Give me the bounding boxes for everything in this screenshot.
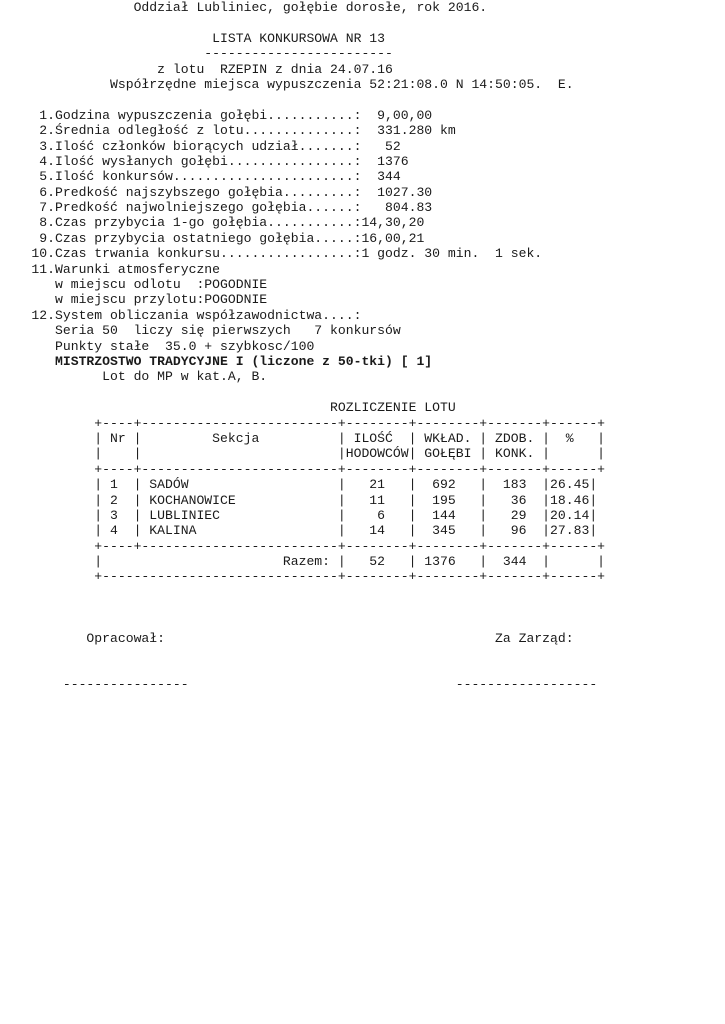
document-line: 11.Warunki atmosferyczne — [0, 261, 221, 277]
document-line: 6.Predkość najszybszego gołębia.........: 1027.30 — [0, 184, 433, 200]
document-line: ------------------------ — [0, 46, 393, 62]
document-line — [0, 662, 605, 677]
document-line: z lotu RZEPIN z dnia 24.07.16 — [0, 61, 393, 77]
document-line: +----+-------------------------+--------+--------+-------+------+ — [0, 415, 606, 431]
document-line: w miejscu odlotu :POGODNIE — [0, 277, 268, 293]
document-line: 5.Ilość konkursów.......................: 344 — [0, 169, 401, 185]
document-line: Współrzędne miejsca wypuszczenia 52:21:08.0 N 14:50:05. E. — [0, 76, 574, 92]
document-line — [0, 585, 605, 600]
document-line: +----+-------------------------+--------+--------+-------+------+ — [0, 461, 606, 477]
document-line: | Nr | Sekcja | ILOŚĆ | WKŁAD. | ZDOB. | % | — [0, 430, 606, 446]
document-line — [0, 15, 605, 30]
document-line: Lot do MP w kat.A, B. — [0, 369, 268, 385]
document-line — [0, 385, 605, 400]
document-line — [0, 92, 605, 107]
document-line — [0, 646, 605, 661]
document-line: ---------------- ------------------ — [0, 677, 598, 693]
document-line: 12.System obliczania współzawodnictwa....: — [0, 307, 362, 323]
document-line: | 4 | KALINA | 14 | 345 | 96 |27.83| — [0, 523, 598, 539]
document-line: | Razem: | 52 | 1376 | 344 | | — [0, 554, 606, 570]
document-line: +------------------------------+--------+--------+-------+------+ — [0, 569, 606, 585]
document-line: | 2 | KOCHANOWICE | 11 | 195 | 36 |18.46| — [0, 492, 598, 508]
document-line: Punkty stałe 35.0 + szybkosc/100 — [0, 338, 315, 354]
document-line: 9.Czas przybycia ostatniego gołębia.....:16,00,21 — [0, 230, 425, 246]
document-line: ROZLICZENIE LOTU — [0, 400, 456, 416]
document-line: 4.Ilość wysłanych gołębi................: 1376 — [0, 153, 409, 169]
document-line: Seria 50 liczy się pierwszych 7 konkursów — [0, 323, 401, 339]
document-line: 7.Predkość najwolniejszego gołębia......: 804.83 — [0, 200, 433, 216]
document-line: +----+-------------------------+--------+--------+-------+------+ — [0, 538, 606, 554]
document-line: Opracował: Za Zarząd: — [0, 631, 574, 647]
document-line: | | |HODOWCÓW| GOŁĘBI | KONK. | | — [0, 446, 606, 462]
document-line: 10.Czas trwania konkursu.................:1 godz. 30 min. 1 sek. — [0, 246, 543, 262]
document-line: 1.Godzina wypuszczenia gołębi...........: 9,00,00 — [0, 107, 433, 123]
document-line: MISTRZOSTWO TRADYCYJNE I (liczone z 50-tki) [ 1] — [0, 353, 433, 369]
document-line: 2.Średnia odległość z lotu..............: 331.280 km — [0, 123, 456, 139]
document-line: LISTA KONKURSOWA NR 13 — [0, 30, 386, 46]
document-line: 3.Ilość członków biorących udział.......: 52 — [0, 138, 401, 154]
document-line: 8.Czas przybycia 1-go gołębia...........:14,30,20 — [0, 215, 425, 231]
document-line — [0, 600, 605, 615]
document-line: | 3 | LUBLINIEC | 6 | 144 | 29 |20.14| — [0, 507, 598, 523]
document-line: Oddział Lubliniec, gołębie dorosłe, rok 2016. — [0, 0, 488, 15]
document-line — [0, 616, 605, 631]
document-line: | 1 | SADÓW | 21 | 692 | 183 |26.45| — [0, 477, 598, 493]
document-line: w miejscu przylotu:POGODNIE — [0, 292, 268, 308]
